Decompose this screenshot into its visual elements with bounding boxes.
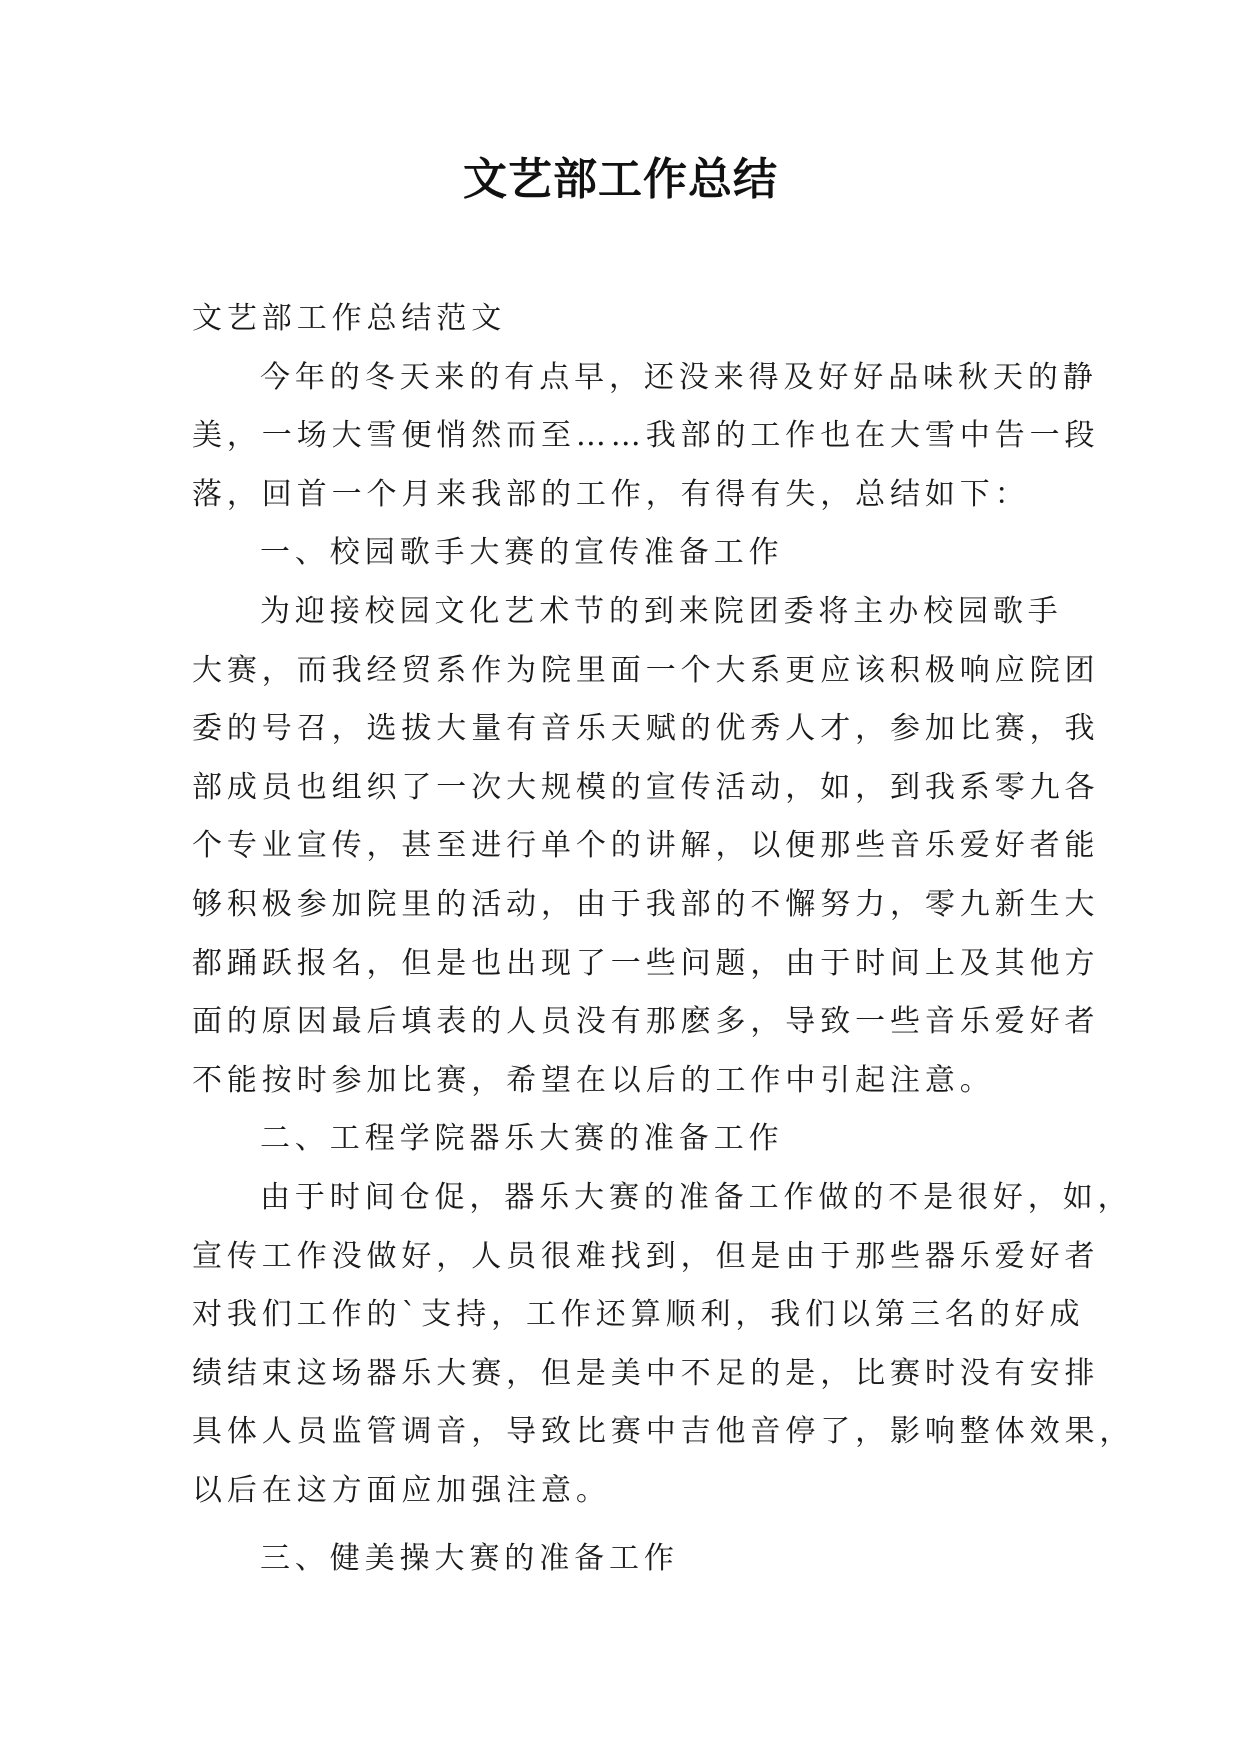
- paragraph-line: 以后在这方面应加强注意。: [192, 1472, 611, 1508]
- paragraph-line: 为迎接校园文化艺术节的到来院团委将主办校园歌手: [260, 593, 1063, 629]
- paragraph-line: 不能按时参加比赛，希望在以后的工作中引起注意。: [192, 1062, 995, 1098]
- paragraph-line: 大赛，而我经贸系作为院里面一个大系更应该积极响应院团: [192, 652, 1100, 688]
- paragraph-line: 面的原因最后填表的人员没有那麽多，导致一些音乐爱好者: [192, 1004, 1100, 1040]
- paragraph-line: 够积极参加院里的活动，由于我部的不懈努力，零九新生大: [192, 886, 1100, 922]
- section-heading-2: 二、工程学院器乐大赛的准备工作: [260, 1121, 784, 1157]
- paragraph-line: 对我们工作的`支持，工作还算顺利，我们以第三名的好成: [192, 1297, 1085, 1333]
- paragraph-line: 都踊跃报名，但是也出现了一些问题，由于时间上及其他方: [192, 945, 1100, 981]
- subtitle-line: 文艺部工作总结范文: [192, 301, 507, 336]
- paragraph-line: 今年的冬天来的有点早，还没来得及好好品味秋天的静: [260, 359, 1098, 395]
- paragraph-line: 由于时间仓促，器乐大赛的准备工作做的不是很好，如，: [260, 1179, 1133, 1215]
- paragraph-line: 委的号召，选拔大量有音乐天赋的优秀人才，参加比赛，我: [192, 711, 1100, 747]
- paragraph-line: 部成员也组织了一次大规模的宣传活动，如，到我系零九各: [192, 769, 1100, 805]
- section-heading-1: 一、校园歌手大赛的宣传准备工作: [260, 535, 784, 571]
- paragraph-line: 落，回首一个月来我部的工作，有得有失，总结如下：: [192, 476, 1030, 512]
- document-body: [192, 290, 1135, 1589]
- paragraph-line: 绩结束这场器乐大赛，但是美中不足的是，比赛时没有安排: [192, 1355, 1100, 1391]
- paragraph-line: 具体人员监管调音，导致比赛中吉他音停了，影响整体效果，: [192, 1414, 1135, 1450]
- paragraph-line: 美，一场大雪便悄然而至……我部的工作也在大雪中告一段: [192, 418, 1100, 454]
- document-title: 文艺部工作总结: [463, 154, 778, 205]
- paragraph-line: 个专业宣传，甚至进行单个的讲解，以便那些音乐爱好者能: [192, 828, 1100, 864]
- section-heading-3: 三、健美操大赛的准备工作: [260, 1541, 679, 1577]
- paragraph-line: 宣传工作没做好，人员很难找到，但是由于那些器乐爱好者: [192, 1238, 1100, 1274]
